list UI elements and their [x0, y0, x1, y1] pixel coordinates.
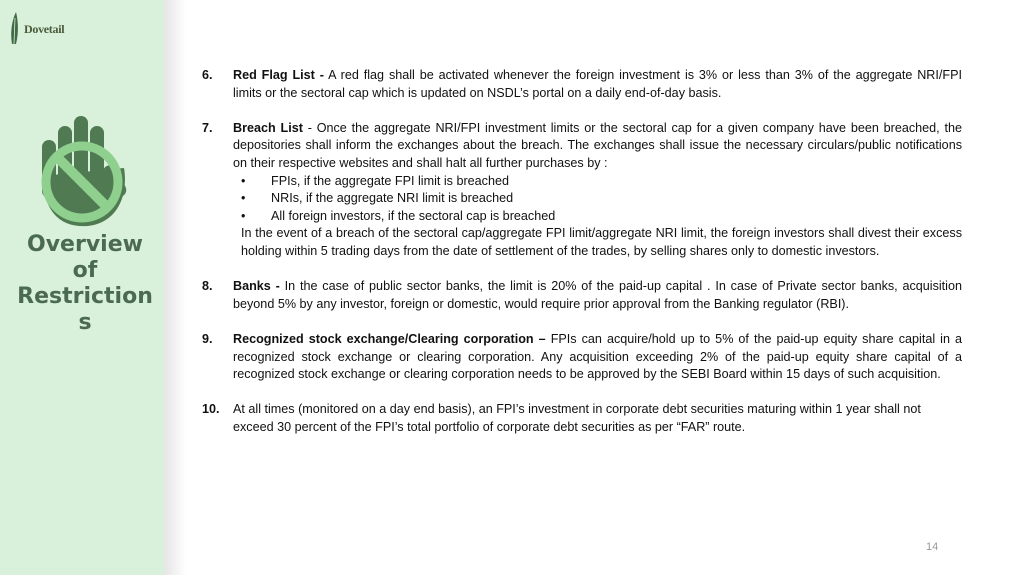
list-item-7	[202, 120, 962, 261]
bullet-item	[241, 190, 962, 208]
item-text: In the case of public sector banks, the limit is 20% of the paid-up capital . In case of Private sector banks, acquisition beyond 5% by any investor, foreign or domestic, would require prior approval from the Banking regulator (RBI).	[233, 279, 962, 311]
sidebar-shadow	[164, 0, 186, 575]
bullet-list	[233, 173, 962, 226]
list-item-8	[202, 278, 962, 313]
item-title: Banks -	[233, 279, 280, 294]
item-text: FPIs can acquire/hold up to 5% of the paid-up equity share capital in a recognized stock exchange or clearing corporation. Any acquisition exceeding 2% of the paid-up equity share capital of a recognized stock exchange or clearing corporation needs to be approved by the SEBI Board within 15 days of such acquisition.	[233, 331, 962, 382]
item-number: 10.	[202, 402, 220, 417]
item-number: 7.	[202, 120, 213, 135]
item-text: At all times (monitored on a day end basis), an FPI’s investment in corporate debt securities maturing within 1 year shall not exceed 30 percent of the FPI’s total portfolio of corporate debt securities as per “FAR” route.	[233, 402, 921, 434]
item-number: 8.	[202, 279, 213, 294]
item-text: A red flag shall be activated whenever the foreign investment is 3% or less than 3% of the aggregate NRI/FPI limits or the sectoral cap which is updated on NSDL’s portal on a daily end-of-day basis.	[233, 68, 962, 100]
list-item-6	[202, 67, 962, 102]
item-text: - Once the aggregate NRI/FPI investment limits or the sectoral cap for a given company have been breached, the depositories shall inform the exchanges about the breach. The exchanges shall issue the necessary circulars/public notifications on their respective websites and shall halt all further purchases by :	[233, 120, 962, 170]
item-title: Recognized stock exchange/Clearing corporation –	[233, 331, 546, 346]
item-number: 6.	[202, 68, 213, 82]
bullet-text: FPIs, if the aggregate FPI limit is breached	[271, 173, 509, 188]
item-note: In the event of a breach of the sectoral cap/aggregate FPI limit/aggregate NRI limit, the foreign investors shall divest their excess holding within 5 trading days from the date of settlement of the trades, by selling shares only to domestic investors.	[241, 226, 962, 258]
list-item-10	[202, 401, 962, 436]
sidebar-title: Overview of Restriction s	[17, 232, 153, 335]
no-hand-icon	[28, 112, 136, 230]
bullet-text: NRIs, if the aggregate NRI limit is breached	[271, 191, 514, 206]
bullet-icon: •	[241, 191, 246, 206]
bullet-icon: •	[241, 173, 246, 188]
item-title: Red Flag List -	[233, 68, 324, 82]
content-list	[202, 67, 962, 454]
list-item-9	[202, 331, 962, 384]
bullet-item	[241, 208, 962, 226]
bullet-item	[241, 173, 962, 191]
page-number: 14	[926, 541, 939, 553]
item-title: Breach List	[233, 120, 303, 135]
bullet-text: All foreign investors, if the sectoral cap is breached	[271, 208, 556, 223]
bullet-icon: •	[241, 208, 246, 223]
logo-text: Dovetail	[24, 22, 65, 36]
sidebar	[0, 0, 164, 575]
item-number: 9.	[202, 331, 213, 346]
dovetail-logo	[6, 8, 65, 46]
